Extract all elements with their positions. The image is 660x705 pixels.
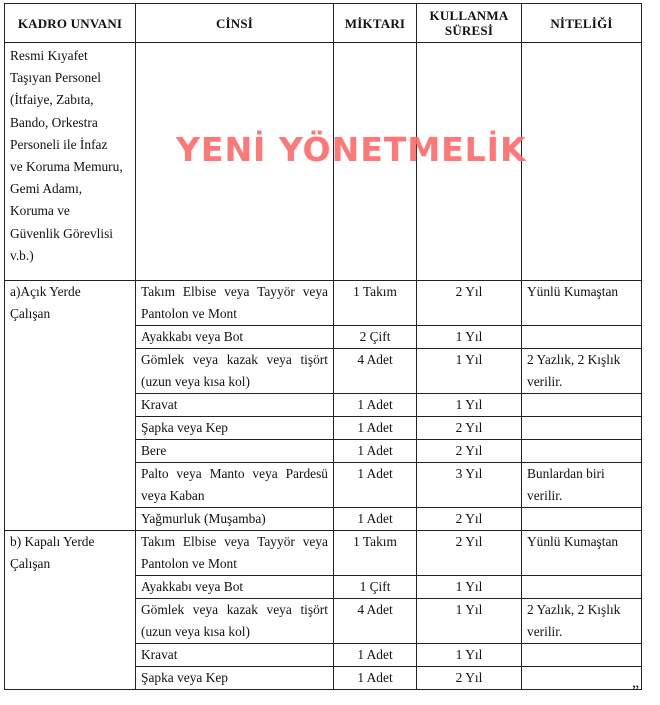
note-cell: 2 Yazlık, 2 Kışlık verilir. — [522, 599, 642, 644]
item-cell: Gömlek veya kazak veya tişört (uzun veya kısa kol) — [136, 599, 334, 644]
item-cell: Takım Elbise veya Tayyör veya Pantolon ve Mont — [136, 531, 334, 576]
note-cell: Yünlü Kumaştan — [522, 281, 642, 326]
note-cell — [522, 440, 642, 463]
note-cell — [522, 576, 642, 599]
header-row — [5, 4, 642, 43]
intro-personnel-cell: Resmi Kıyafet Taşıyan Personel (İtfaiye, Zabıta, Bando, Orkestra Personeli ile İnfaz ve Koruma Memuru, Gemi Adamı, Koruma ve Güvenlik Görevlisi v.b.) — [5, 43, 136, 281]
duration-cell: 2 Yıl — [417, 417, 522, 440]
header-miktari: MİKTARI — [334, 4, 417, 43]
quantity-cell: 1 Takım — [334, 531, 417, 576]
note-cell: 2 Yazlık, 2 Kışlık verilir. — [522, 349, 642, 394]
item-cell: Şapka veya Kep — [136, 667, 334, 690]
duration-cell: 3 Yıl — [417, 463, 522, 508]
duration-cell: 2 Yıl — [417, 440, 522, 463]
duration-cell: 1 Yıl — [417, 349, 522, 394]
duration-cell: 2 Yıl — [417, 531, 522, 576]
item-cell: Şapka veya Kep — [136, 417, 334, 440]
item-cell: Kravat — [136, 644, 334, 667]
quantity-cell: 1 Adet — [334, 417, 417, 440]
duration-cell: 1 Yıl — [417, 644, 522, 667]
section-title-cell: a)Açık Yerde Çalışan — [5, 281, 136, 531]
item-cell: Gömlek veya kazak veya tişört (uzun veya kısa kol) — [136, 349, 334, 394]
header-kullanma-suresi: KULLANMA SÜRESİ — [417, 4, 522, 43]
note-cell — [522, 394, 642, 417]
duration-cell: 1 Yıl — [417, 599, 522, 644]
note-cell — [522, 644, 642, 667]
note-cell: Yünlü Kumaştan — [522, 531, 642, 576]
quantity-cell: 4 Adet — [334, 599, 417, 644]
quantity-cell: 1 Adet — [334, 644, 417, 667]
note-cell — [522, 508, 642, 531]
quantity-cell: 1 Adet — [334, 508, 417, 531]
closing-quote-mark: ” — [632, 683, 640, 700]
quantity-cell: 4 Adet — [334, 349, 417, 394]
item-cell: Bere — [136, 440, 334, 463]
duration-cell: 2 Yıl — [417, 281, 522, 326]
note-cell — [522, 417, 642, 440]
quantity-cell: 1 Adet — [334, 394, 417, 417]
duration-cell: 1 Yıl — [417, 394, 522, 417]
quantity-cell: 2 Çift — [334, 326, 417, 349]
duration-cell: 1 Yıl — [417, 326, 522, 349]
quantity-cell: 1 Adet — [334, 440, 417, 463]
item-cell: Yağmurluk (Muşamba) — [136, 508, 334, 531]
watermark-text: YENİ YÖNETMELİK — [176, 130, 527, 169]
duration-cell: 2 Yıl — [417, 508, 522, 531]
table-row — [5, 281, 642, 326]
header-kadro-unvani: KADRO UNVANI — [5, 4, 136, 43]
note-cell — [522, 667, 642, 690]
item-cell: Palto veya Manto veya Pardesü veya Kaban — [136, 463, 334, 508]
item-cell: Takım Elbise veya Tayyör veya Pantolon ve Mont — [136, 281, 334, 326]
quantity-cell: 1 Adet — [334, 667, 417, 690]
header-cinsi: CİNSİ — [136, 4, 334, 43]
uniform-allocation-table — [4, 3, 642, 690]
section-title-cell: b) Kapalı Yerde Çalışan — [5, 531, 136, 690]
note-cell — [522, 326, 642, 349]
item-cell: Kravat — [136, 394, 334, 417]
item-cell: Ayakkabı veya Bot — [136, 576, 334, 599]
item-cell: Ayakkabı veya Bot — [136, 326, 334, 349]
header-niteligi: NİTELİĞİ — [522, 4, 642, 43]
quantity-cell: 1 Takım — [334, 281, 417, 326]
quantity-cell: 1 Çift — [334, 576, 417, 599]
table-row — [5, 531, 642, 576]
note-cell: Bunlardan biri verilir. — [522, 463, 642, 508]
duration-cell: 2 Yıl — [417, 667, 522, 690]
quantity-cell: 1 Adet — [334, 463, 417, 508]
duration-cell: 1 Yıl — [417, 576, 522, 599]
